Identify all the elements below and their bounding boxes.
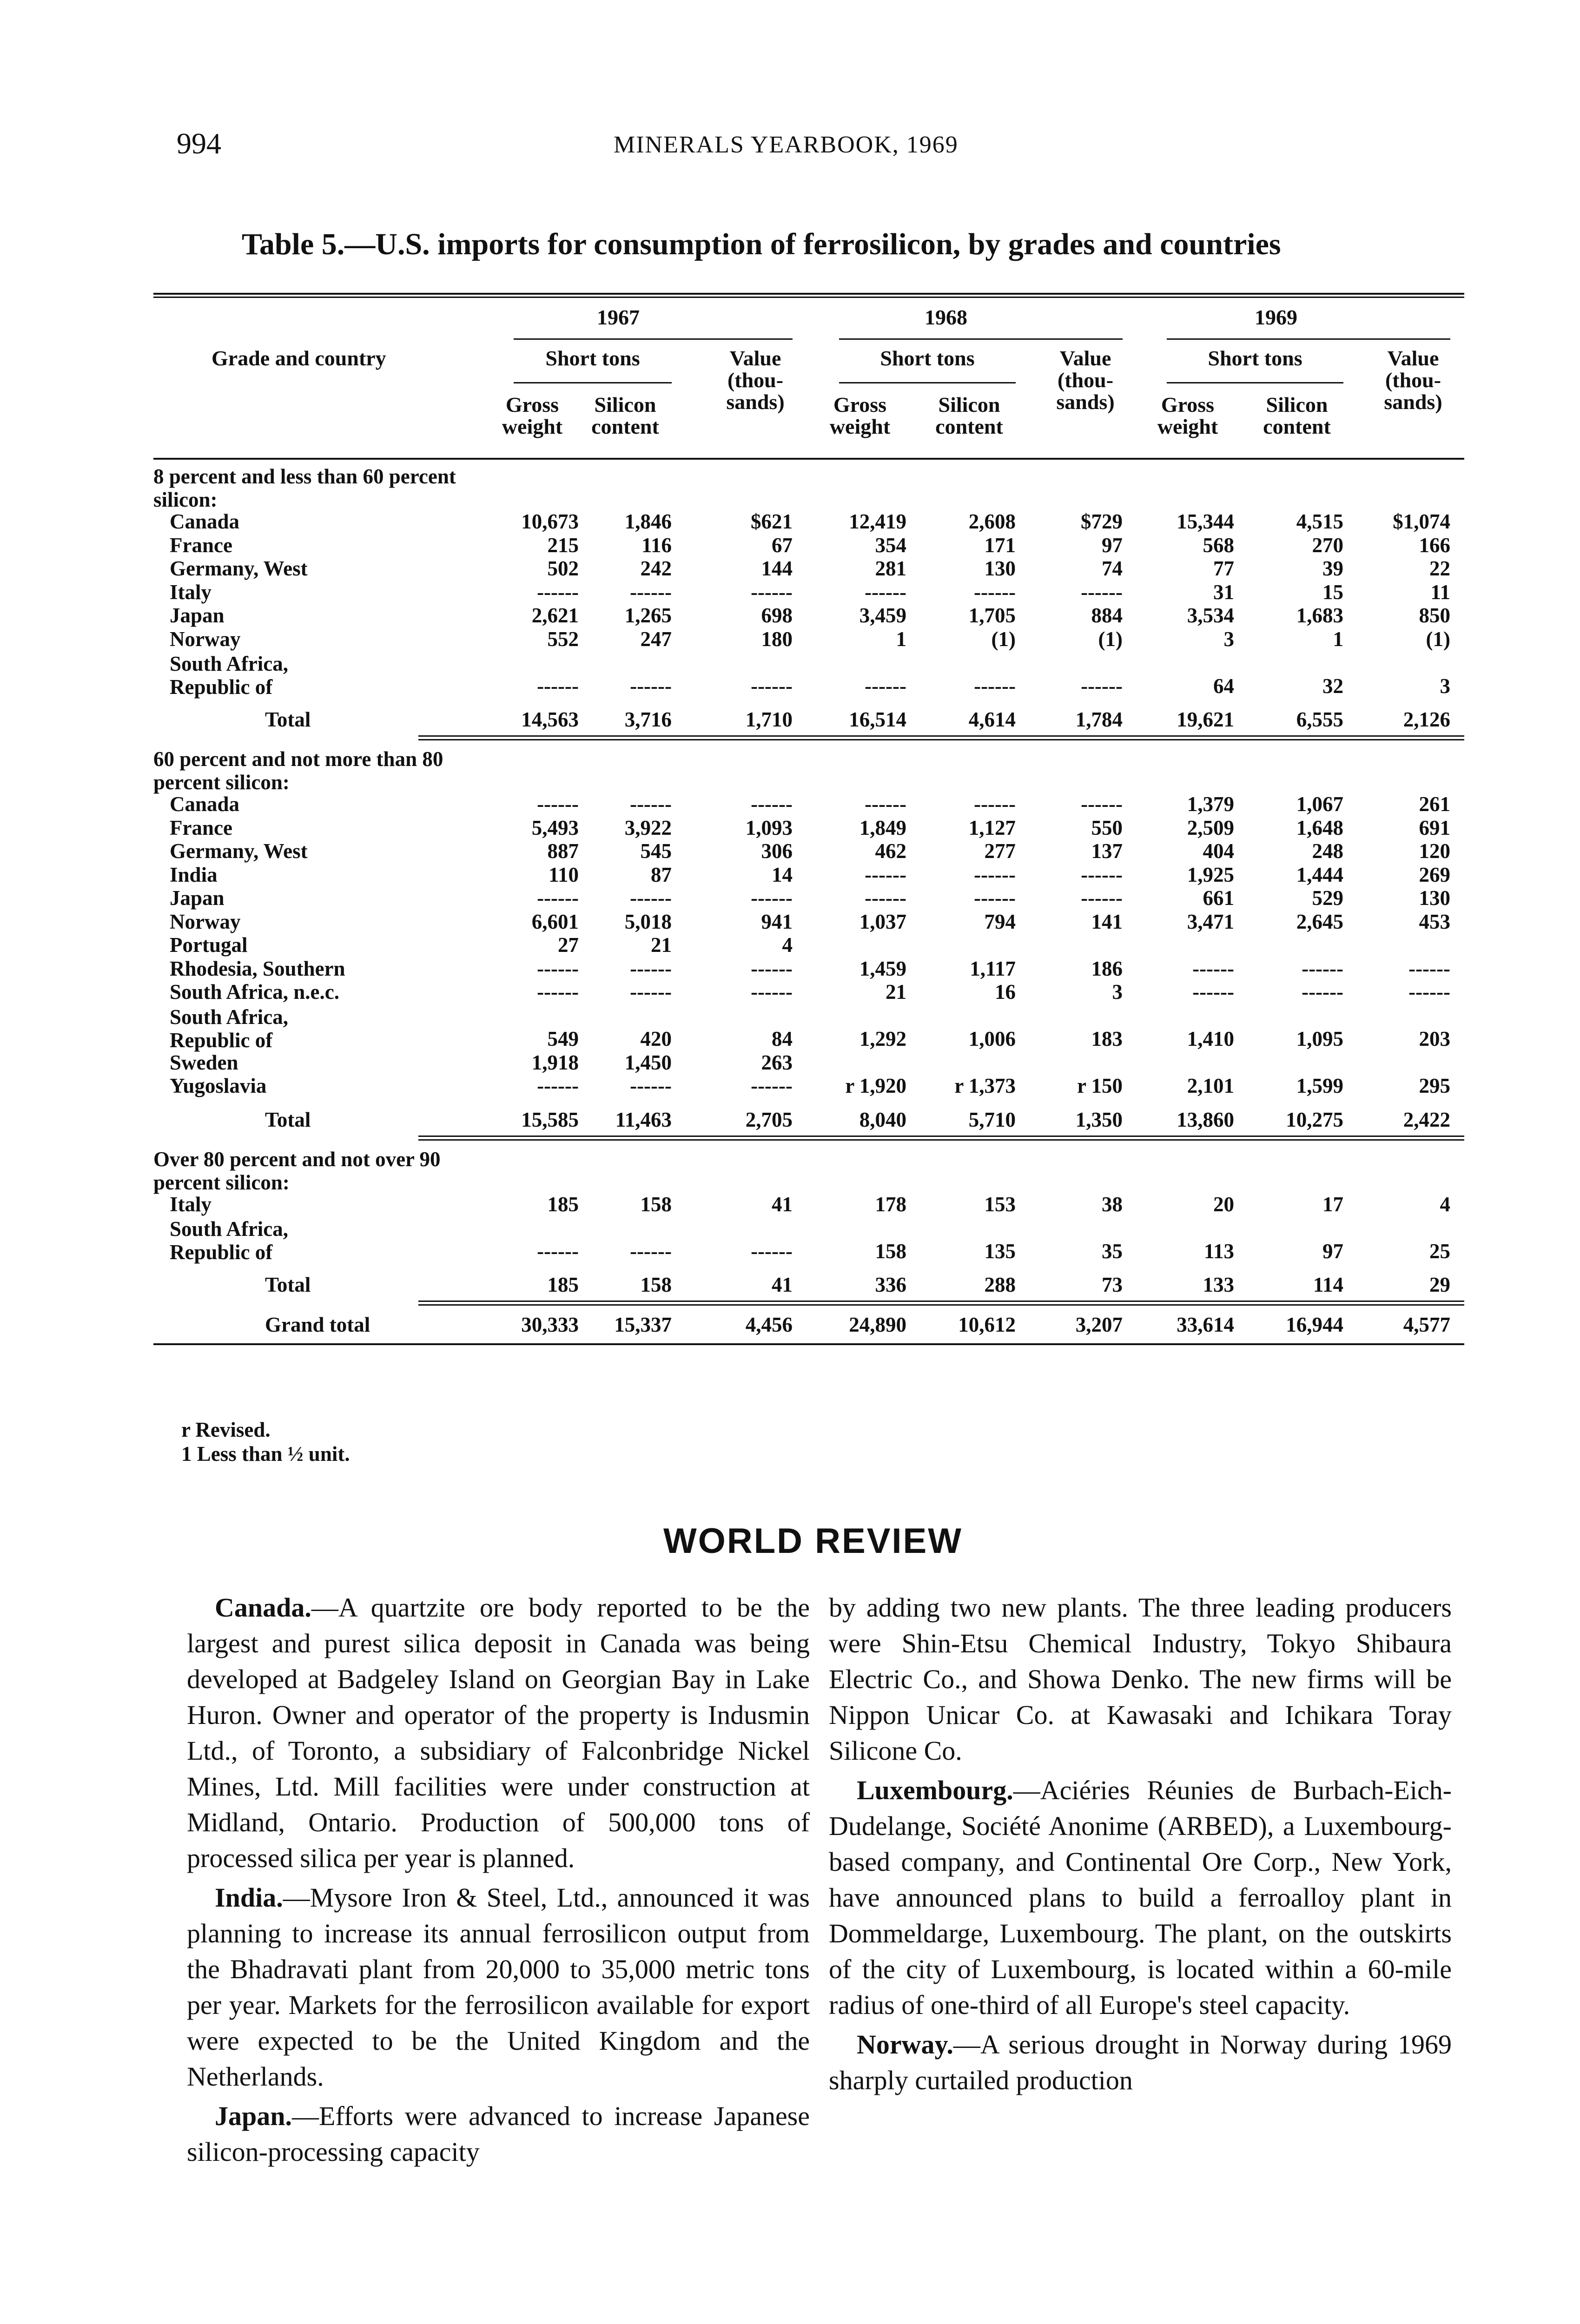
- row-0-6-cell: ------: [1081, 674, 1123, 698]
- row-0-5-cell: 1: [896, 627, 906, 651]
- heading-japan: Japan.: [215, 2101, 292, 2131]
- row-0-2-cell: 22: [1429, 557, 1450, 580]
- row-1-5-cell: 6,601: [531, 910, 579, 933]
- row-1-3-cell: 269: [1419, 863, 1450, 886]
- total-2-cell: 114: [1313, 1273, 1343, 1296]
- grand-total-cell: 24,890: [849, 1313, 906, 1336]
- row-1-3-cell: 110: [548, 863, 579, 886]
- table-top-rule-2: [153, 297, 1464, 298]
- row-0-6-cell: 3: [1440, 674, 1450, 698]
- row-1-2-cell: 137: [1091, 839, 1123, 863]
- row-2-0-cell: 38: [1102, 1192, 1123, 1216]
- row-1-4-cell: ------: [974, 886, 1016, 910]
- row-label: Germany, West: [170, 839, 308, 863]
- row-label: Japan: [170, 886, 225, 910]
- row-0-0-cell: $621: [751, 510, 793, 533]
- row-0-2-cell: 39: [1322, 557, 1343, 580]
- row-0-5-cell: 552: [547, 627, 579, 651]
- row-0-5-cell: 1: [1333, 627, 1343, 651]
- section-heading: WORLD REVIEW: [663, 1521, 963, 1561]
- row-0-1-cell: 354: [875, 533, 906, 557]
- row-1-1-cell: 3,922: [624, 816, 672, 839]
- row-1-5-cell: 1,037: [859, 910, 906, 933]
- row-2-0-cell: 4: [1440, 1192, 1450, 1216]
- total-2-cell: 41: [772, 1273, 793, 1296]
- text-column-right: [829, 1590, 1452, 2102]
- total-0-cell: 1,710: [745, 708, 793, 731]
- row-2-0-cell: 178: [875, 1192, 906, 1216]
- row-0-3-cell: ------: [974, 580, 1016, 604]
- row-1-6-cell: 4: [782, 933, 793, 957]
- row-1-4-cell: ------: [865, 886, 906, 910]
- row-1-0-cell: ------: [751, 792, 793, 816]
- paragraph-japan-continued: by adding two new plants. The three leading producers were Shin-Etsu Chemical Industry, Tokyo Shibaura Electric Co., and Showa Denko. The new firms will be Nippon Unicar Co. at Kawasaki and Ichikara Toray Silicone Co.: [829, 1592, 1452, 1766]
- row-1-1-cell: 1,849: [859, 816, 906, 839]
- row-1-4-cell: ------: [537, 886, 579, 910]
- row-1-7-cell: 186: [1091, 957, 1123, 980]
- row-1-8-cell: ------: [537, 980, 579, 1004]
- row-1-10-cell: 263: [761, 1050, 793, 1074]
- row-label: India: [170, 863, 218, 886]
- total-label: Total: [265, 1273, 311, 1296]
- row-1-9-cell: 1,006: [968, 1027, 1016, 1050]
- paragraph-india: India.—Mysore Iron & Steel, Ltd., announced it was planning to increase its annual ferrosilicon output from the Bhadravati plant from 20,000 to 35,000 metric tons per year. Markets for the ferrosilicon available for export were expected to be the United Kingdom and the Netherlands.: [187, 1882, 810, 2092]
- row-label: South Africa, Republic of: [170, 1005, 289, 1052]
- row-2-0-cell: 41: [772, 1192, 793, 1216]
- section-rule-0: [418, 735, 1464, 737]
- row-0-0-cell: 4,515: [1296, 510, 1343, 533]
- total-label: Total: [265, 708, 311, 731]
- row-0-3-cell: ------: [537, 580, 579, 604]
- grand-total-cell: 10,612: [958, 1313, 1016, 1336]
- row-2-1-cell: ------: [537, 1239, 579, 1263]
- row-0-1-cell: 67: [772, 533, 793, 557]
- row-1-1-cell: 550: [1091, 816, 1123, 839]
- grand-total-label: Grand total: [265, 1313, 370, 1336]
- row-1-8-cell: ------: [751, 980, 793, 1004]
- row-0-1-cell: 568: [1203, 533, 1234, 557]
- row-0-4-cell: 3,459: [859, 604, 906, 627]
- row-0-3-cell: 31: [1213, 580, 1234, 604]
- row-2-1-cell: 135: [984, 1239, 1016, 1263]
- row-0-2-cell: 130: [984, 557, 1016, 580]
- row-1-9-cell: 183: [1091, 1027, 1123, 1050]
- row-1-11-cell: ------: [630, 1074, 672, 1097]
- total-2-cell: 336: [875, 1273, 906, 1296]
- row-1-9-cell: 84: [772, 1027, 793, 1050]
- row-1-7-cell: ------: [1302, 957, 1343, 980]
- total-0-cell: 16,514: [849, 708, 906, 731]
- row-0-3-cell: ------: [751, 580, 793, 604]
- row-1-0-cell: ------: [537, 792, 579, 816]
- section-rule-2: [418, 1301, 1464, 1302]
- row-0-4-cell: 850: [1419, 604, 1450, 627]
- row-0-4-cell: 884: [1091, 604, 1123, 627]
- row-0-5-cell: 3: [1223, 627, 1234, 651]
- total-0-cell: 14,563: [521, 708, 579, 731]
- total-1-cell: 13,860: [1177, 1108, 1234, 1131]
- row-label: Italy: [170, 1192, 212, 1216]
- grand-total-cell: 30,333: [521, 1313, 579, 1336]
- row-1-9-cell: 1,095: [1296, 1027, 1343, 1050]
- total-0-cell: 6,555: [1296, 708, 1343, 731]
- grand-total-cell: 3,207: [1075, 1313, 1123, 1336]
- row-label: Italy: [170, 580, 212, 604]
- row-label: France: [170, 533, 232, 557]
- row-2-0-cell: 185: [547, 1192, 579, 1216]
- short-tons-rule: [839, 382, 1016, 383]
- row-0-1-cell: 166: [1419, 533, 1450, 557]
- year-rule-1969: [1167, 338, 1450, 340]
- row-0-4-cell: 1,705: [968, 604, 1016, 627]
- row-1-5-cell: 3,471: [1187, 910, 1234, 933]
- row-1-1-cell: 1,648: [1296, 816, 1343, 839]
- year-rule-1967: [514, 338, 793, 340]
- total-1-cell: 11,463: [615, 1108, 672, 1131]
- total-2-cell: 185: [547, 1273, 579, 1296]
- row-1-5-cell: 794: [984, 910, 1016, 933]
- row-1-6-cell: 27: [558, 933, 579, 957]
- total-label: Total: [265, 1108, 311, 1131]
- total-0-cell: 3,716: [624, 708, 672, 731]
- row-1-0-cell: 261: [1419, 792, 1450, 816]
- table-title: Table 5.—U.S. imports for consumption of ferrosilicon, by grades and countries: [242, 227, 1281, 261]
- row-1-0-cell: ------: [1081, 792, 1123, 816]
- footnote-less-than-half: 1 Less than ½ unit.: [181, 1442, 350, 1466]
- row-1-7-cell: ------: [537, 957, 579, 980]
- total-2-cell: 133: [1203, 1273, 1234, 1296]
- total-1-cell: 5,710: [968, 1108, 1016, 1131]
- total-2-cell: 158: [640, 1273, 672, 1296]
- row-label: Canada: [170, 792, 240, 816]
- total-2-cell: 73: [1102, 1273, 1123, 1296]
- total-1-cell: 2,705: [745, 1108, 793, 1131]
- row-label: South Africa, n.e.c.: [170, 980, 339, 1004]
- row-1-0-cell: 1,379: [1187, 792, 1234, 816]
- row-0-5-cell: (1): [1098, 627, 1123, 651]
- row-1-3-cell: ------: [865, 863, 906, 886]
- row-2-0-cell: 153: [984, 1192, 1016, 1216]
- header-bottom-rule: [153, 458, 1464, 460]
- row-1-1-cell: 1,093: [745, 816, 793, 839]
- row-1-9-cell: 549: [547, 1027, 579, 1050]
- grand-total-cell: 4,456: [745, 1313, 793, 1336]
- row-1-2-cell: 887: [547, 839, 579, 863]
- row-1-3-cell: 1,444: [1296, 863, 1343, 886]
- table-bottom-rule: [153, 1343, 1464, 1345]
- row-0-3-cell: ------: [630, 580, 672, 604]
- row-1-8-cell: 21: [886, 980, 906, 1004]
- row-0-2-cell: 77: [1213, 557, 1234, 580]
- row-1-4-cell: 130: [1419, 886, 1450, 910]
- row-1-1-cell: 691: [1419, 816, 1450, 839]
- total-2-cell: 288: [984, 1273, 1016, 1296]
- row-label: Canada: [170, 510, 240, 533]
- row-2-1-cell: 158: [875, 1239, 906, 1263]
- row-1-0-cell: ------: [865, 792, 906, 816]
- row-0-4-cell: 698: [761, 604, 793, 627]
- row-1-2-cell: 462: [875, 839, 906, 863]
- row-0-4-cell: 1,683: [1296, 604, 1343, 627]
- row-1-7-cell: ------: [1408, 957, 1450, 980]
- row-2-1-cell: ------: [630, 1239, 672, 1263]
- row-2-1-cell: 25: [1429, 1239, 1450, 1263]
- row-1-10-cell: 1,450: [624, 1050, 672, 1074]
- row-0-6-cell: ------: [974, 674, 1016, 698]
- row-1-11-cell: r 150: [1077, 1074, 1123, 1097]
- row-1-2-cell: 248: [1312, 839, 1343, 863]
- row-label: Germany, West: [170, 557, 308, 580]
- short-tons-header: Short tons: [880, 346, 975, 370]
- paragraph-norway: Norway.—A serious drought in Norway during 1969 sharply curtailed production: [829, 2029, 1452, 2095]
- row-label: South Africa, Republic of: [170, 1217, 289, 1264]
- row-2-1-cell: 35: [1102, 1239, 1123, 1263]
- paragraph-japan: Japan.—Efforts were advanced to increase Japanese silicon-processing capacity: [187, 2101, 810, 2167]
- row-0-0-cell: 15,344: [1177, 510, 1234, 533]
- table-footnotes: [181, 1418, 350, 1466]
- total-0-cell: 1,784: [1075, 708, 1123, 731]
- row-1-9-cell: 203: [1419, 1027, 1450, 1050]
- row-1-4-cell: 529: [1312, 886, 1343, 910]
- row-0-5-cell: 247: [640, 627, 672, 651]
- row-1-3-cell: 1,925: [1187, 863, 1234, 886]
- row-0-0-cell: 10,673: [521, 510, 579, 533]
- row-1-2-cell: 120: [1419, 839, 1450, 863]
- row-1-11-cell: ------: [537, 1074, 579, 1097]
- heading-luxembourg: Luxembourg.: [857, 1775, 1013, 1805]
- row-2-0-cell: 158: [640, 1192, 672, 1216]
- row-1-2-cell: 545: [640, 839, 672, 863]
- row-0-1-cell: 97: [1102, 533, 1123, 557]
- row-0-0-cell: 12,419: [849, 510, 906, 533]
- row-0-0-cell: 2,608: [968, 510, 1016, 533]
- running-title: MINERALS YEARBOOK, 1969: [614, 132, 959, 158]
- paragraph-luxembourg: Luxembourg.—Aciéries Réunies de Burbach-Eich-Dudelange, Société Anonime (ARBED), a Luxembourg-based company, and Continental Ore Corp., New York, have announced plans to build a ferroalloy plant in Dommeldarge, Luxembourg. The plant, on the outskirts of the city of Luxembourg, is located within a 60-mile radius of one-third of all Europe's steel capacity.: [829, 1775, 1452, 2020]
- row-label: South Africa, Republic of: [170, 652, 289, 699]
- row-0-1-cell: 171: [984, 533, 1016, 557]
- row-0-2-cell: 281: [875, 557, 906, 580]
- row-1-2-cell: 306: [761, 839, 793, 863]
- row-label: Yugoslavia: [170, 1074, 267, 1097]
- row-0-2-cell: 242: [640, 557, 672, 580]
- row-label: Portugal: [170, 933, 248, 957]
- value-header: Value (thou- sands): [726, 346, 785, 414]
- section-heading-1: 60 percent and not more than 80 percent silicon:: [153, 747, 443, 794]
- row-2-1-cell: 97: [1322, 1239, 1343, 1263]
- row-0-6-cell: ------: [865, 674, 906, 698]
- row-1-8-cell: 16: [995, 980, 1016, 1004]
- year-header-1969: 1969: [1255, 305, 1297, 329]
- row-1-11-cell: r 1,920: [845, 1074, 906, 1097]
- row-1-5-cell: 2,645: [1296, 910, 1343, 933]
- row-1-11-cell: 1,599: [1296, 1074, 1343, 1097]
- row-0-6-cell: 32: [1322, 674, 1343, 698]
- section-rule-2-2: [418, 1304, 1464, 1306]
- section-rule-2-1: [418, 1139, 1464, 1141]
- row-0-5-cell: 180: [761, 627, 793, 651]
- stub-header: Grade and country: [212, 346, 386, 370]
- row-1-5-cell: 141: [1091, 910, 1123, 933]
- section-rule-1: [418, 1136, 1464, 1137]
- value-header: Value (thou- sands): [1056, 346, 1115, 414]
- row-1-9-cell: 1,410: [1187, 1027, 1234, 1050]
- row-label: France: [170, 816, 232, 839]
- row-1-3-cell: 87: [651, 863, 672, 886]
- row-0-6-cell: ------: [751, 674, 793, 698]
- row-0-1-cell: 270: [1312, 533, 1343, 557]
- section-rule-2-0: [418, 739, 1464, 740]
- row-2-1-cell: 113: [1203, 1239, 1234, 1263]
- row-1-10-cell: 1,918: [531, 1050, 579, 1074]
- row-1-4-cell: ------: [751, 886, 793, 910]
- total-2-cell: 29: [1429, 1273, 1450, 1296]
- total-1-cell: 10,275: [1286, 1108, 1343, 1131]
- row-1-0-cell: 1,067: [1296, 792, 1343, 816]
- row-1-7-cell: ------: [1192, 957, 1234, 980]
- row-1-7-cell: 1,117: [970, 957, 1016, 980]
- total-0-cell: 2,126: [1403, 708, 1450, 731]
- row-0-2-cell: 74: [1102, 557, 1123, 580]
- row-2-0-cell: 17: [1322, 1192, 1343, 1216]
- year-header-1968: 1968: [925, 305, 967, 329]
- row-1-8-cell: ------: [630, 980, 672, 1004]
- row-1-5-cell: 5,018: [624, 910, 672, 933]
- row-0-2-cell: 502: [547, 557, 579, 580]
- row-0-0-cell: $729: [1081, 510, 1123, 533]
- silicon-content-header: Silicon content: [591, 393, 659, 438]
- row-1-7-cell: ------: [630, 957, 672, 980]
- row-0-3-cell: ------: [1081, 580, 1123, 604]
- row-1-3-cell: 14: [772, 863, 793, 886]
- row-1-2-cell: 404: [1203, 839, 1234, 863]
- heading-canada: Canada.: [215, 1592, 311, 1623]
- row-0-2-cell: 144: [761, 557, 793, 580]
- row-1-11-cell: ------: [751, 1074, 793, 1097]
- row-0-4-cell: 1,265: [624, 604, 672, 627]
- heading-india: India.: [215, 1882, 283, 1913]
- row-label: Japan: [170, 604, 225, 627]
- row-1-0-cell: ------: [630, 792, 672, 816]
- row-label: Sweden: [170, 1050, 238, 1074]
- row-label: Rhodesia, Southern: [170, 957, 345, 980]
- row-1-3-cell: ------: [1081, 863, 1123, 886]
- silicon-content-header: Silicon content: [935, 393, 1003, 438]
- table-top-rule: [153, 293, 1464, 295]
- row-1-1-cell: 5,493: [531, 816, 579, 839]
- row-label: Norway: [170, 910, 241, 933]
- row-1-9-cell: 1,292: [859, 1027, 906, 1050]
- row-1-0-cell: ------: [974, 792, 1016, 816]
- row-1-1-cell: 2,509: [1187, 816, 1234, 839]
- grand-total-cell: 16,944: [1286, 1313, 1343, 1336]
- silicon-content-header: Silicon content: [1263, 393, 1331, 438]
- row-0-3-cell: ------: [865, 580, 906, 604]
- total-1-cell: 8,040: [859, 1108, 906, 1131]
- row-0-0-cell: $1,074: [1393, 510, 1450, 533]
- row-0-5-cell: (1): [1426, 627, 1450, 651]
- row-1-4-cell: ------: [630, 886, 672, 910]
- row-0-6-cell: ------: [630, 674, 672, 698]
- short-tons-header: Short tons: [545, 346, 640, 370]
- row-0-5-cell: (1): [991, 627, 1016, 651]
- row-1-11-cell: 2,101: [1187, 1074, 1234, 1097]
- total-1-cell: 15,585: [521, 1108, 579, 1131]
- row-label: Norway: [170, 627, 241, 651]
- gross-weight-header: Gross weight: [502, 393, 563, 438]
- grand-total-cell: 33,614: [1177, 1313, 1234, 1336]
- page-number: 994: [177, 127, 221, 160]
- row-1-8-cell: 3: [1112, 980, 1123, 1004]
- row-1-8-cell: ------: [1302, 980, 1343, 1004]
- paragraph-canada: Canada.—A quartzite ore body reported to be the largest and purest silica deposit in Canada was being developed at Badgeley Island on Georgian Bay in Lake Huron. Owner and operator of the property is Indusmin Ltd., of Toronto, a subsidiary of Falconbridge Nickel Mines, Ltd. Mill facilities were under construction at Midland, Ontario. Production of 500,000 tons of processed silica per year is planned.: [187, 1592, 810, 1873]
- text-column-left: [187, 1590, 810, 2173]
- year-rule-1968: [839, 338, 1123, 340]
- row-0-0-cell: 1,846: [624, 510, 672, 533]
- short-tons-rule: [514, 382, 672, 383]
- row-1-7-cell: ------: [751, 957, 793, 980]
- row-1-9-cell: 420: [640, 1027, 672, 1050]
- row-1-4-cell: ------: [1081, 886, 1123, 910]
- year-header-1967: 1967: [597, 305, 640, 329]
- row-1-2-cell: 277: [984, 839, 1016, 863]
- total-1-cell: 1,350: [1075, 1108, 1123, 1131]
- grand-total-cell: 15,337: [614, 1313, 672, 1336]
- row-1-4-cell: 661: [1203, 886, 1234, 910]
- row-1-7-cell: 1,459: [859, 957, 906, 980]
- gross-weight-header: Gross weight: [829, 393, 891, 438]
- short-tons-rule: [1167, 382, 1343, 383]
- total-0-cell: 19,621: [1177, 708, 1234, 731]
- row-0-1-cell: 215: [547, 533, 579, 557]
- row-2-0-cell: 20: [1213, 1192, 1234, 1216]
- row-1-8-cell: ------: [1408, 980, 1450, 1004]
- row-0-6-cell: 64: [1213, 674, 1234, 698]
- section-heading-2: Over 80 percent and not over 90 percent silicon:: [153, 1147, 441, 1194]
- row-1-1-cell: 1,127: [968, 816, 1016, 839]
- row-1-5-cell: 941: [761, 910, 793, 933]
- row-2-1-cell: ------: [751, 1239, 793, 1263]
- row-1-8-cell: ------: [1192, 980, 1234, 1004]
- gross-weight-header: Gross weight: [1157, 393, 1218, 438]
- heading-norway: Norway.: [857, 2029, 953, 2060]
- row-0-4-cell: 2,621: [531, 604, 579, 627]
- row-1-6-cell: 21: [651, 933, 672, 957]
- row-0-4-cell: 3,534: [1187, 604, 1234, 627]
- total-1-cell: 2,422: [1403, 1108, 1450, 1131]
- row-1-11-cell: r 1,373: [954, 1074, 1016, 1097]
- row-1-5-cell: 453: [1419, 910, 1450, 933]
- row-0-3-cell: 15: [1322, 580, 1343, 604]
- value-header: Value (thou- sands): [1384, 346, 1442, 414]
- row-0-1-cell: 116: [641, 533, 672, 557]
- short-tons-header: Short tons: [1208, 346, 1302, 370]
- footnote-revised: r Revised.: [181, 1418, 271, 1441]
- total-0-cell: 4,614: [968, 708, 1016, 731]
- row-1-11-cell: 295: [1419, 1074, 1450, 1097]
- row-0-3-cell: 11: [1430, 580, 1450, 604]
- row-1-3-cell: ------: [974, 863, 1016, 886]
- row-0-6-cell: ------: [537, 674, 579, 698]
- grand-total-cell: 4,577: [1403, 1313, 1450, 1336]
- section-heading-0: 8 percent and less than 60 percent silicon:: [153, 465, 456, 511]
